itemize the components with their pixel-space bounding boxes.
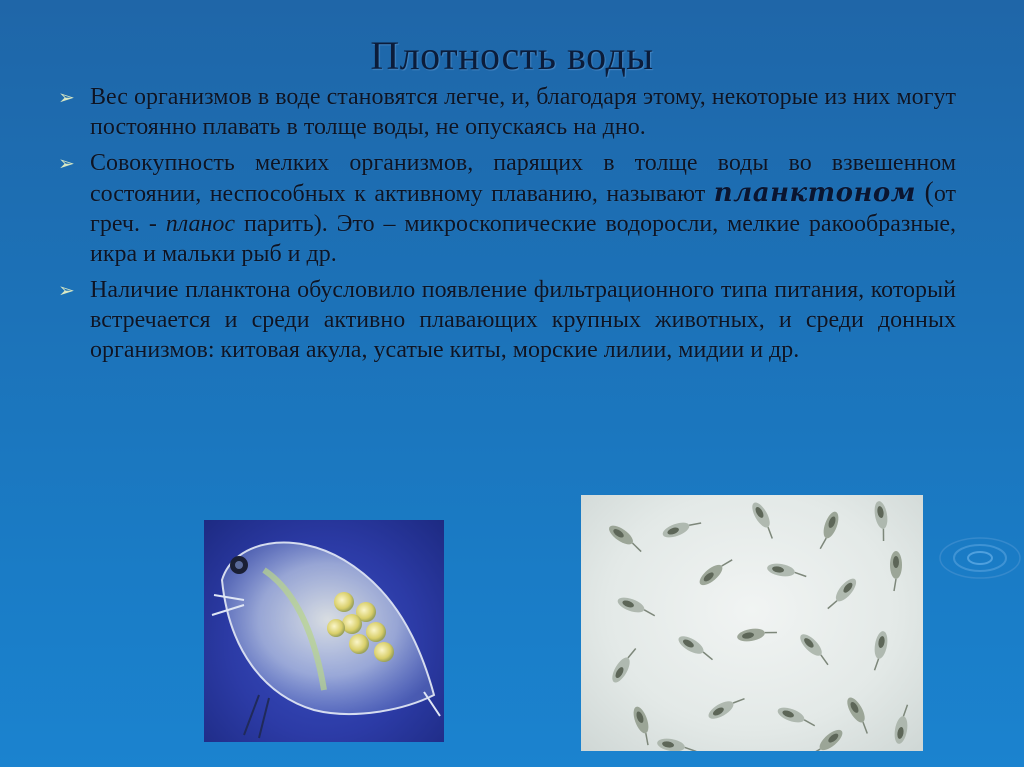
bullet-list <box>48 82 956 371</box>
bullet-2-text <box>90 148 956 269</box>
copepod-shape <box>676 633 717 663</box>
copepod-shape <box>776 705 818 730</box>
bullet-marker-icon: ➢ <box>58 278 75 302</box>
copepod-shape <box>606 522 646 555</box>
bullet-3-text: Наличие планктона обусловило появление фильтрационного типа питания, который встречается и среди активно плавающих крупных животных, и среди донных организмов: китовая акула, усатые киты, морские лилии, мидии и др. <box>90 277 956 363</box>
copepod-shape <box>749 500 779 541</box>
copepods-photo <box>581 495 923 751</box>
bullet-2 <box>48 148 956 269</box>
bullet-marker-icon: ➢ <box>58 151 75 175</box>
copepod-shape <box>706 692 747 722</box>
copepod-shape <box>893 703 912 744</box>
water-ripple-decoration <box>930 528 1024 588</box>
copepod-shape <box>736 625 777 644</box>
copepod-shape <box>616 595 658 620</box>
copepod-shape <box>871 630 890 671</box>
bullet-1 <box>48 82 956 142</box>
copepod-shape <box>844 695 874 736</box>
copepod-shape <box>797 631 834 668</box>
bullet-1-text: Вес организмов в воде становятся легче, и, благодаря этому, некоторые из них могут постоянно плавать в толще воды, не опускаясь на дно. <box>90 84 956 140</box>
bullet-3 <box>48 275 956 365</box>
copepod-shape <box>661 515 703 540</box>
open-paren: ( <box>924 177 934 208</box>
copepod-shape <box>825 575 860 613</box>
copepod-shape <box>873 500 892 541</box>
copepod-shape <box>766 562 807 581</box>
from-greek-label: от греч. - <box>90 181 957 237</box>
daphnia-photo <box>204 520 444 742</box>
bullet-2-text-start: Совокупность мелких организмов, парящих в толще воды во взвешенном состоянии, неспособных к активному плаванию, называют <box>90 150 956 207</box>
copepod-shape <box>696 554 734 589</box>
copepods-illustration <box>581 495 923 751</box>
slide-title: Плотность воды <box>370 33 654 78</box>
copepod-shape <box>807 726 845 751</box>
bullet-2-text-end: парить). Это – микроскопические водоросли, мелкие ракообразные, икра и мальки рыб и др. <box>90 211 956 267</box>
copepod-shape <box>631 705 656 747</box>
copepod-shape <box>609 644 639 685</box>
bullet-marker-icon: ➢ <box>58 85 75 109</box>
copepod-shape <box>890 551 902 591</box>
greek-word: планос <box>165 211 236 237</box>
copepod-shape <box>816 510 841 552</box>
plankton-term: планктоном <box>713 178 916 208</box>
daphnia-illustration <box>204 520 444 742</box>
copepod-shape <box>656 737 697 751</box>
